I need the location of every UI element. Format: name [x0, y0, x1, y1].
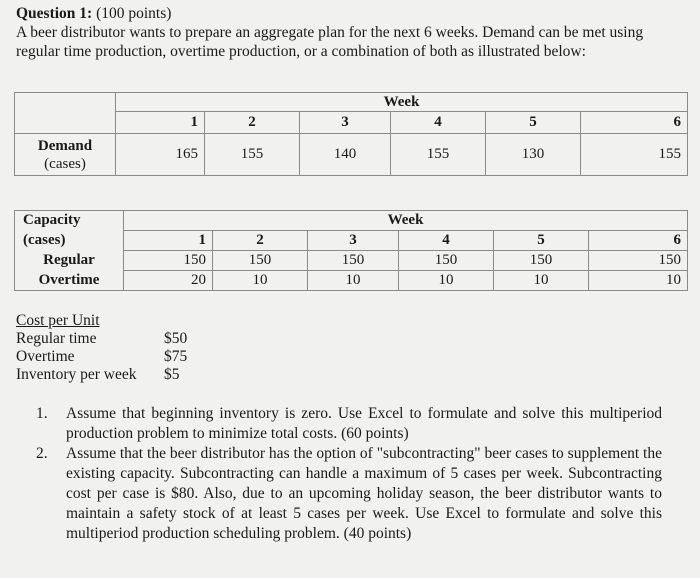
capacity-unit: (cases) — [15, 231, 124, 251]
question-label: Question 1: — [16, 5, 93, 22]
overtime-value-6: 10 — [589, 271, 688, 291]
demand-week-2: 2 — [205, 112, 300, 134]
overtime-label: Overtime — [15, 271, 124, 291]
demand-value-3: 140 — [300, 134, 391, 176]
demand-value-5: 130 — [486, 134, 581, 176]
question-points: (100 points) — [96, 5, 172, 22]
regular-value-2: 150 — [213, 251, 308, 271]
cost-label-regular: Regular time — [16, 330, 97, 347]
demand-value-1: 165 — [116, 134, 205, 176]
overtime-value-1: 20 — [124, 271, 213, 291]
demand-table — [14, 92, 688, 176]
overtime-value-2: 10 — [213, 271, 308, 291]
cost-value-regular: $50 — [164, 330, 188, 347]
regular-label: Regular — [15, 251, 124, 271]
question-text-2: Assume that the beer distributor has the option of "subcontracting" beer cases to supplement the existing capacity. Subcontracting can handle a maximum of 5 cases per week. Subcontracting cost per case is $80. Also, due to an upcoming holiday season, the beer distributor wants to maintain a safety stock of at least 5 cases per week. Use Excel to formulate and solve this multiperiod production scheduling problem. (40 points) — [66, 445, 662, 542]
question-heading — [16, 4, 686, 23]
overtime-value-3: 10 — [308, 271, 399, 291]
regular-value-5: 150 — [494, 251, 589, 271]
demand-week-3: 3 — [300, 112, 391, 134]
cost-label-overtime: Overtime — [16, 348, 75, 365]
capacity-week-3: 3 — [308, 231, 399, 251]
demand-week-1: 1 — [116, 112, 205, 134]
cost-label-inventory: Inventory per week — [16, 366, 137, 383]
demand-value-2: 155 — [205, 134, 300, 176]
question-number-1: 1. — [36, 405, 48, 422]
demand-table-corner — [15, 93, 116, 134]
cost-value-overtime: $75 — [164, 348, 188, 365]
question-text: A beer distributor wants to prepare an aggregate plan for the next 6 weeks. Demand can be met using regular time production, overtime production, or a combination of both as illustrated below: — [16, 24, 644, 60]
capacity-week-6: 6 — [589, 231, 688, 251]
question-number-2: 2. — [36, 445, 48, 462]
demand-value-6: 155 — [581, 134, 688, 176]
cost-row-inventory — [16, 366, 187, 384]
capacity-week-header: Week — [124, 211, 688, 231]
demand-week-6: 6 — [581, 112, 688, 134]
cost-heading: Cost per Unit — [16, 312, 100, 329]
capacity-table — [14, 210, 688, 291]
cost-row-overtime — [16, 348, 187, 366]
cost-value-inventory: $5 — [164, 366, 180, 383]
question-text-1: Assume that beginning inventory is zero. Use Excel to formulate and solve this multiperiod production problem to minimize total costs. (60 points) — [66, 405, 662, 442]
demand-week-4: 4 — [391, 112, 486, 134]
overtime-value-4: 10 — [399, 271, 494, 291]
capacity-week-1: 1 — [124, 231, 213, 251]
capacity-week-2: 2 — [213, 231, 308, 251]
question-item-1 — [36, 404, 662, 444]
cost-row-regular — [16, 330, 187, 348]
cost-per-unit — [16, 312, 187, 384]
demand-value-4: 155 — [391, 134, 486, 176]
regular-value-6: 150 — [589, 251, 688, 271]
question-item-2 — [36, 444, 662, 544]
question-intro — [16, 4, 686, 61]
overtime-value-5: 10 — [494, 271, 589, 291]
capacity-week-5: 5 — [494, 231, 589, 251]
regular-value-4: 150 — [399, 251, 494, 271]
question-list — [36, 404, 662, 544]
demand-week-5: 5 — [486, 112, 581, 134]
regular-value-1: 150 — [124, 251, 213, 271]
demand-week-header: Week — [116, 93, 688, 112]
capacity-label: Capacity — [15, 211, 124, 231]
capacity-week-4: 4 — [399, 231, 494, 251]
demand-label: Demand — [37, 137, 93, 154]
regular-value-3: 150 — [308, 251, 399, 271]
demand-row-label — [15, 134, 116, 176]
demand-unit: (cases) — [44, 155, 86, 172]
